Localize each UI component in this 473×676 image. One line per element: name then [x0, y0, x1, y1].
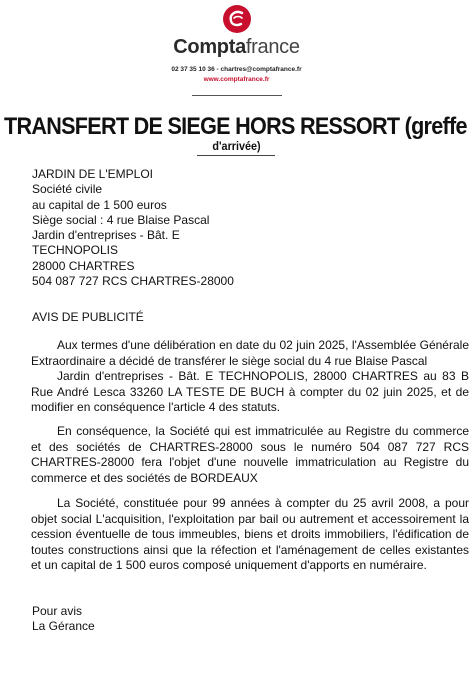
company-city: 28000 CHARTRES: [32, 258, 135, 273]
paragraph-text: Jardin d'entreprises - Bât. E TECHNOPOLIS, 28000 CHARTRES au 83 B Rue André Lesca 33260 LA TESTE DE BUCH à compter du 02 juin 2025, et de modifier en conséquence l'article 4 des statuts.: [31, 369, 469, 415]
signature-block: [32, 604, 95, 635]
company-rcs: 504 087 727 RCS CHARTRES-28000: [32, 274, 234, 289]
comptafrance-logo-icon: [222, 4, 252, 34]
company-address-line: TECHNOPOLIS: [32, 243, 119, 258]
contact-line: 02 37 35 10 36 - chartres@comptafrance.fr: [171, 66, 302, 73]
letterhead: [0, 0, 473, 92]
paragraph-registration: [31, 424, 469, 486]
notice-title: TRANSFERT DE SIEGE HORS RESSORT (greffe: [4, 113, 467, 140]
notice-title-continued: d'arrivée): [212, 139, 261, 153]
header-divider: [192, 95, 282, 96]
website-link[interactable]: www.comptafrance.fr: [203, 76, 270, 83]
brand-name-light: france: [245, 36, 300, 58]
company-name: JARDIN DE L'EMPLOI: [32, 167, 153, 181]
company-capital: au capital de 1 500 euros: [32, 197, 167, 212]
company-form: Société civile: [32, 182, 103, 197]
title-underline: [197, 155, 275, 156]
paragraph-transfer: [31, 338, 469, 416]
signature-line: Pour avis: [32, 604, 83, 618]
brand-name: [0, 36, 473, 59]
notice-heading: AVIS DE PUBLICITÉ: [32, 310, 144, 324]
paragraph-text: En conséquence, la Société qui est immatriculée au Registre du commerce et des sociétés de CHARTRES-28000 sous le numéro 504 087 727 RCS CHARTRES-28000 fera l'objet d'une nouvelle immatriculation au Registre du commerce et des sociétés de BORDEAUX: [31, 424, 469, 485]
company-address-line: Siège social : 4 rue Blaise Pascal: [32, 212, 210, 227]
brand-name-bold: Compta: [173, 36, 246, 58]
company-address-line: Jardin d'entreprises - Bât. E: [32, 228, 180, 243]
signature-line: La Gérance: [32, 619, 95, 634]
paragraph-text: Aux termes d'une délibération en date du 02 juin 2025, l'Assemblée Générale Extraordinaire a décidé de transférer le siège social du 4 rue Blaise Pascal: [31, 338, 469, 368]
paragraph-text: La Société, constituée pour 99 années à compter du 25 avril 2008, a pour objet social L'acquisition, l'exploitation par bail ou autrement et accessoirement la cession éventuelle de tous immeubles, biens et droits immobiliers, l'édification de toutes constructions ainsi que la réfection et l'aménagement de celles existantes et un capital de 1 500 euros composé uniquement d'apports en numéraire.: [31, 496, 469, 573]
company-block: [32, 167, 234, 289]
paragraph-company-purpose: [31, 496, 469, 574]
